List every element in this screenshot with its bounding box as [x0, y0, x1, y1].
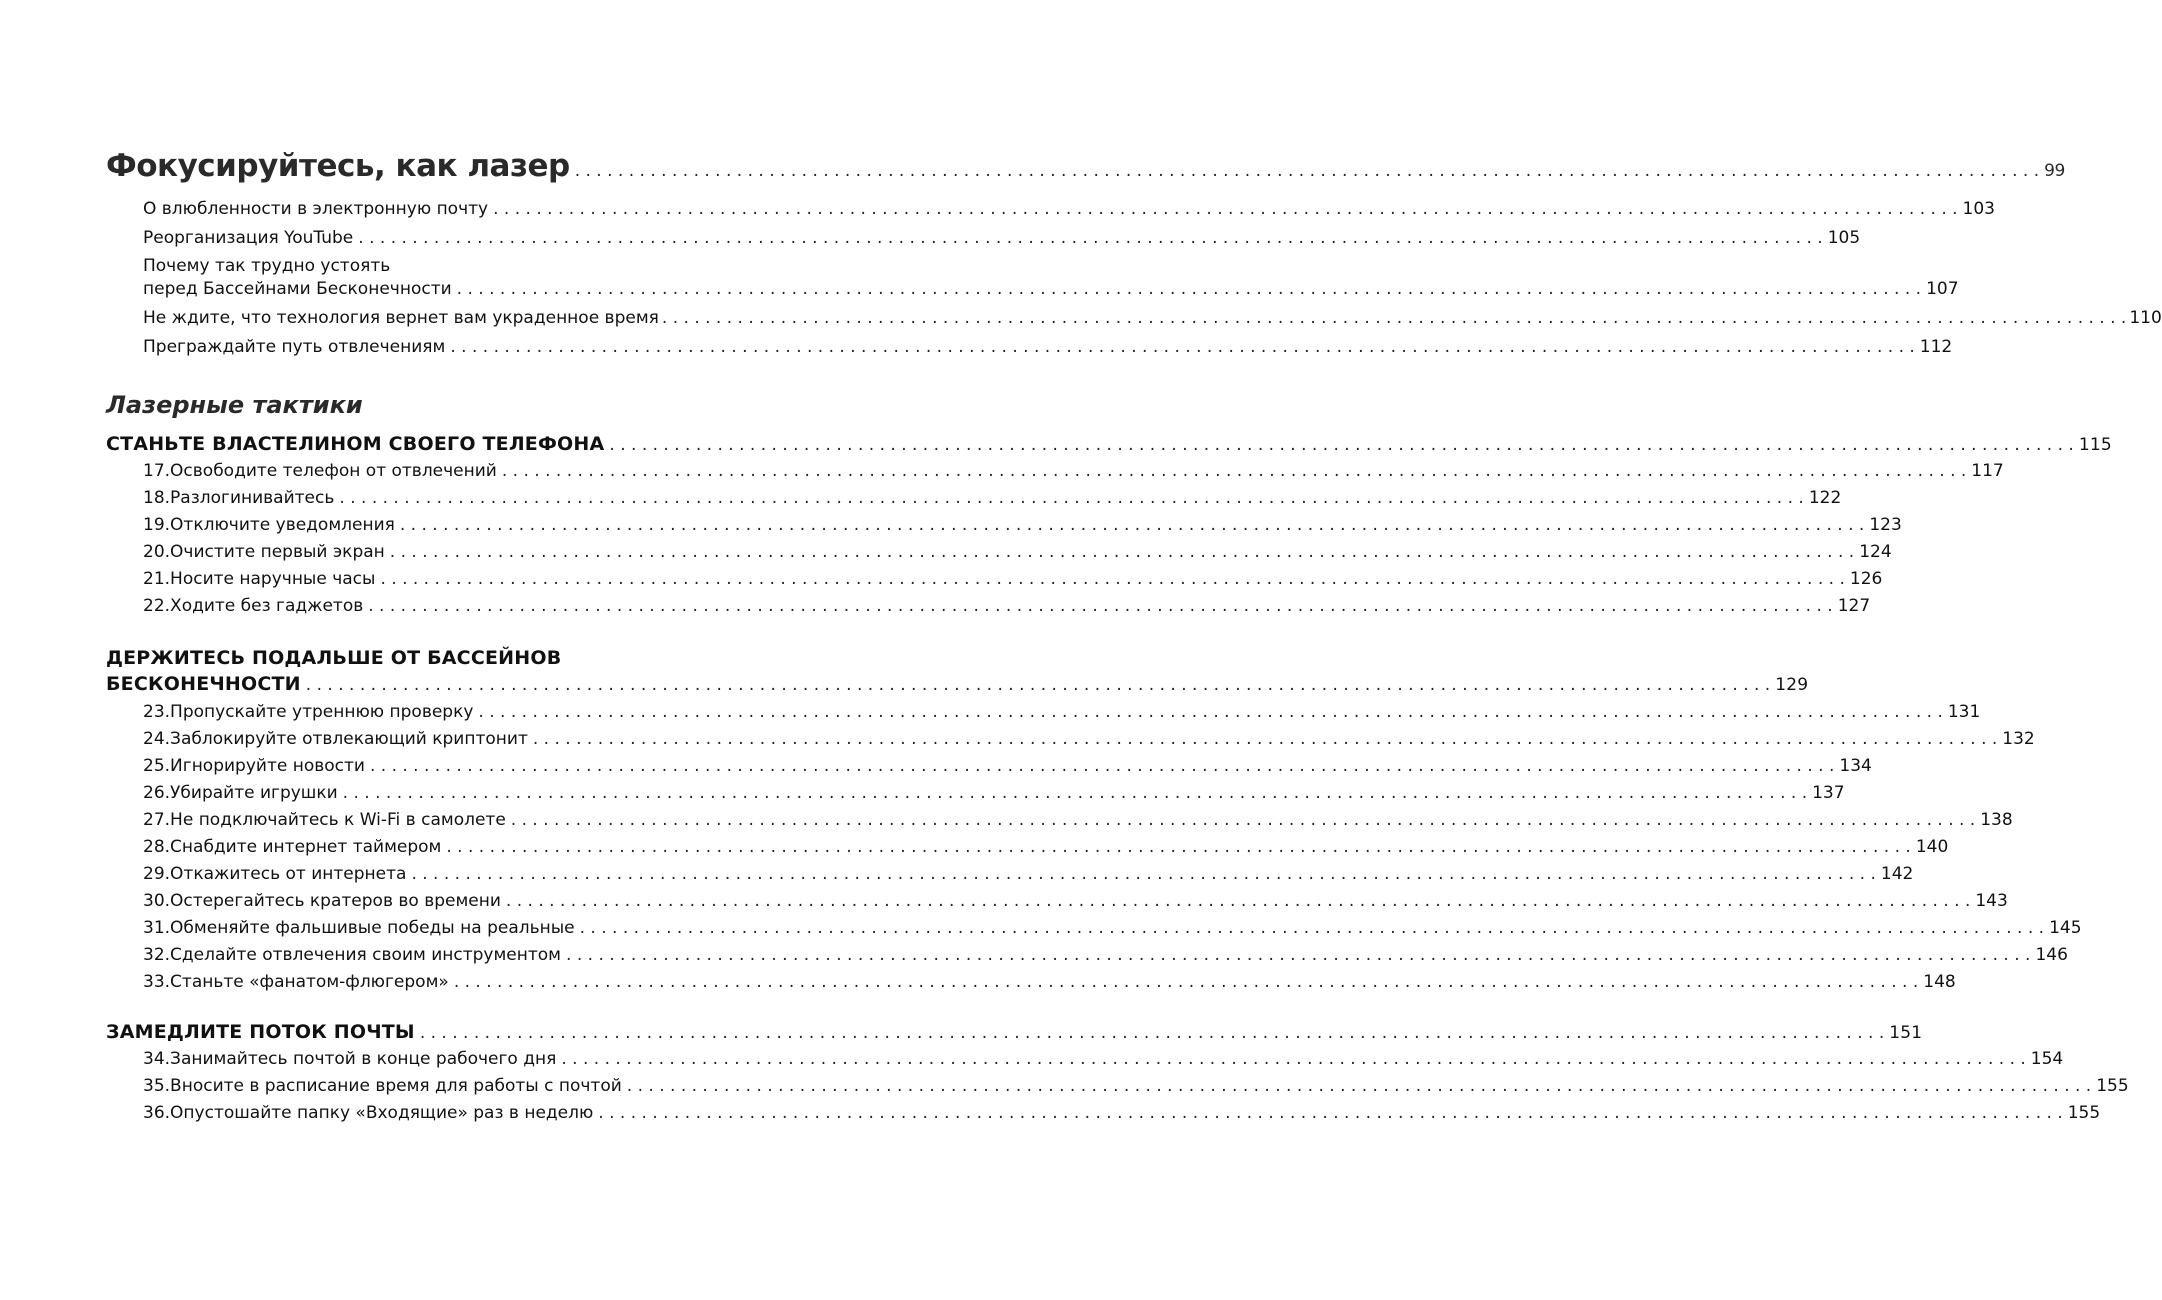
entry-page: 105	[1827, 228, 1861, 248]
item-text: Разлогинивайтесь	[170, 488, 335, 508]
leader-dots	[533, 729, 1997, 749]
chapter-title: Фокусируйтесь, как лазер	[106, 148, 570, 184]
item-text: Опустошайте папку «Входящие» раз в неделю	[170, 1103, 594, 1123]
item-page: 137	[1812, 783, 1845, 803]
leader-dots	[511, 810, 1975, 830]
toc-item[interactable]	[143, 972, 1956, 992]
item-page: 123	[1869, 515, 1902, 535]
leader-dots	[506, 891, 1970, 911]
item-page: 143	[1975, 891, 2008, 911]
item-text: Освободите телефон от отвлечений	[170, 461, 497, 481]
item-page: 124	[1859, 542, 1892, 562]
item-text: Заблокируйте отвлекающий криптонит	[170, 729, 528, 749]
leader-dots	[400, 515, 1864, 535]
item-text: Обменяйте фальшивые победы на реальные	[170, 918, 575, 938]
toc-item[interactable]	[143, 837, 1949, 857]
entry-text: Реорганизация YouTube	[143, 228, 354, 248]
item-text: Не подключайтесь к Wi-Fi в самолете	[170, 810, 506, 830]
section-title: ЗАМЕДЛИТЕ ПОТОК ПОЧТЫ	[106, 1021, 415, 1043]
section-page: 115	[2078, 435, 2112, 455]
leader-dots	[411, 864, 1875, 884]
section-title-row[interactable]	[106, 1021, 1923, 1043]
toc-entry[interactable]	[143, 337, 1953, 357]
leader-dots	[598, 1103, 2062, 1123]
item-number: 33.	[143, 972, 171, 992]
item-number: 20.	[143, 542, 171, 562]
item-page: 138	[1980, 810, 2013, 830]
toc-item[interactable]	[143, 596, 1871, 616]
item-number: 17.	[143, 461, 171, 481]
leader-dots	[454, 972, 1918, 992]
leader-dots	[566, 945, 2030, 965]
entry-text-line1: Почему так трудно устоять	[143, 256, 391, 276]
leader-dots	[306, 675, 1770, 695]
item-number: 24.	[143, 729, 171, 749]
item-text: Носите наручные часы	[170, 569, 376, 589]
leader-dots	[609, 435, 2073, 455]
section-title: БЕСКОНЕЧНОСТИ	[106, 673, 301, 695]
toc-entry[interactable]	[143, 279, 1959, 299]
item-page: 155	[2067, 1103, 2101, 1123]
item-page: 126	[1849, 569, 1883, 589]
item-text: Станьте «фанатом-флюгером»	[170, 972, 449, 992]
item-number: 36.	[143, 1103, 171, 1123]
leader-dots	[358, 228, 1822, 248]
entry-text: О влюбленности в электронную почту	[143, 199, 489, 219]
chapter-page: 99	[2044, 161, 2065, 181]
leader-dots	[627, 1076, 2091, 1096]
chapter-title-row[interactable]	[106, 148, 2065, 184]
item-number: 32.	[143, 945, 171, 965]
leader-dots	[457, 279, 1921, 299]
item-page: 134	[1839, 756, 1872, 776]
item-page: 117	[1971, 461, 2004, 481]
item-number: 22.	[143, 596, 171, 616]
item-number: 18.	[143, 488, 171, 508]
item-number: 26.	[143, 783, 171, 803]
leader-dots	[575, 161, 2039, 181]
item-text: Отключите уведомления	[170, 515, 395, 535]
toc-item[interactable]	[143, 810, 2013, 830]
section-page: 129	[1775, 675, 1809, 695]
leader-dots	[561, 1049, 2025, 1069]
item-number: 21.	[143, 569, 171, 589]
item-text: Занимайтесь почтой в конце рабочего дня	[170, 1049, 557, 1069]
section-title-line1: ДЕРЖИТЕСЬ ПОДАЛЬШЕ ОТ БАССЕЙНОВ	[106, 647, 562, 669]
toc-item[interactable]	[143, 1049, 2064, 1069]
toc-item[interactable]	[143, 945, 2068, 965]
item-text: Пропускайте утреннюю проверку	[170, 702, 474, 722]
entry-page: 110	[2129, 308, 2162, 328]
item-number: 34.	[143, 1049, 171, 1069]
entry-text: перед Бассейнами Бесконечности	[143, 279, 452, 299]
item-number: 23.	[143, 702, 171, 722]
leader-dots	[662, 308, 2126, 328]
item-number: 19.	[143, 515, 171, 535]
leader-dots	[493, 199, 1957, 219]
item-page: 145	[2049, 918, 2082, 938]
item-text: Остерегайтесь кратеров во времени	[170, 891, 501, 911]
leader-dots	[478, 702, 1942, 722]
item-text: Игнорируйте новости	[170, 756, 365, 776]
item-page: 154	[2030, 1049, 2064, 1069]
leader-dots	[390, 542, 1854, 562]
entry-page: 103	[1962, 199, 1995, 219]
item-number: 28.	[143, 837, 171, 857]
item-page: 155	[2096, 1076, 2129, 1096]
leader-dots	[420, 1023, 1884, 1043]
toc-item[interactable]	[143, 515, 1902, 535]
leader-dots	[343, 783, 1807, 803]
toc-item[interactable]	[143, 756, 1872, 776]
item-text: Ходите без гаджетов	[170, 596, 364, 616]
item-number: 29.	[143, 864, 171, 884]
toc-item[interactable]	[143, 891, 2008, 911]
toc-entry[interactable]	[143, 308, 2162, 328]
tactics-heading: Лазерные тактики	[106, 391, 363, 419]
entry-text: Не ждите, что технология вернет вам украденное время	[143, 308, 659, 328]
section-title-row[interactable]	[106, 433, 2112, 455]
item-page: 131	[1947, 702, 1981, 722]
item-text: Вносите в расписание время для работы с почтой	[170, 1076, 622, 1096]
toc-item[interactable]	[143, 702, 1981, 722]
item-number: 25.	[143, 756, 171, 776]
item-text: Сделайте отвлечения своим инструментом	[170, 945, 562, 965]
item-number: 30.	[143, 891, 171, 911]
leader-dots	[450, 337, 1914, 357]
leader-dots	[370, 756, 1834, 776]
toc-item[interactable]	[143, 1103, 2101, 1123]
item-page: 142	[1880, 864, 1914, 884]
leader-dots	[380, 569, 1844, 589]
item-page: 148	[1923, 972, 1956, 992]
item-text: Откажитесь от интернета	[170, 864, 407, 884]
entry-page: 107	[1926, 279, 1959, 299]
item-page: 122	[1808, 488, 1842, 508]
toc-item[interactable]	[143, 569, 1883, 589]
item-page: 140	[1915, 837, 1949, 857]
entry-page: 112	[1919, 337, 1953, 357]
toc-item[interactable]	[143, 864, 1914, 884]
toc-item[interactable]	[143, 488, 1842, 508]
entry-text: Преграждайте путь отвлечениям	[143, 337, 446, 357]
section-title-row[interactable]	[106, 673, 1809, 695]
toc-item[interactable]	[143, 1076, 2129, 1096]
leader-dots	[580, 918, 2044, 938]
toc-item[interactable]	[143, 729, 2035, 749]
item-page: 132	[2002, 729, 2035, 749]
toc-entry[interactable]	[143, 228, 1861, 248]
toc-item[interactable]	[143, 918, 2082, 938]
section-title: СТАНЬТЕ ВЛАСТЕЛИНОМ СВОЕГО ТЕЛЕФОНА	[106, 433, 605, 455]
toc-item[interactable]	[143, 783, 1845, 803]
toc-item[interactable]	[143, 461, 2004, 481]
item-text: Снабдите интернет таймером	[170, 837, 442, 857]
item-number: 31.	[143, 918, 171, 938]
item-number: 27.	[143, 810, 171, 830]
toc-entry[interactable]	[143, 199, 1995, 219]
section-page: 151	[1889, 1023, 1923, 1043]
toc-item[interactable]	[143, 542, 1892, 562]
item-page: 146	[2035, 945, 2068, 965]
item-page: 127	[1837, 596, 1871, 616]
item-text: Убирайте игрушки	[170, 783, 338, 803]
leader-dots	[446, 837, 1910, 857]
leader-dots	[502, 461, 1966, 481]
leader-dots	[368, 596, 1832, 616]
item-number: 35.	[143, 1076, 171, 1096]
leader-dots	[339, 488, 1803, 508]
item-text: Очистите первый экран	[170, 542, 385, 562]
